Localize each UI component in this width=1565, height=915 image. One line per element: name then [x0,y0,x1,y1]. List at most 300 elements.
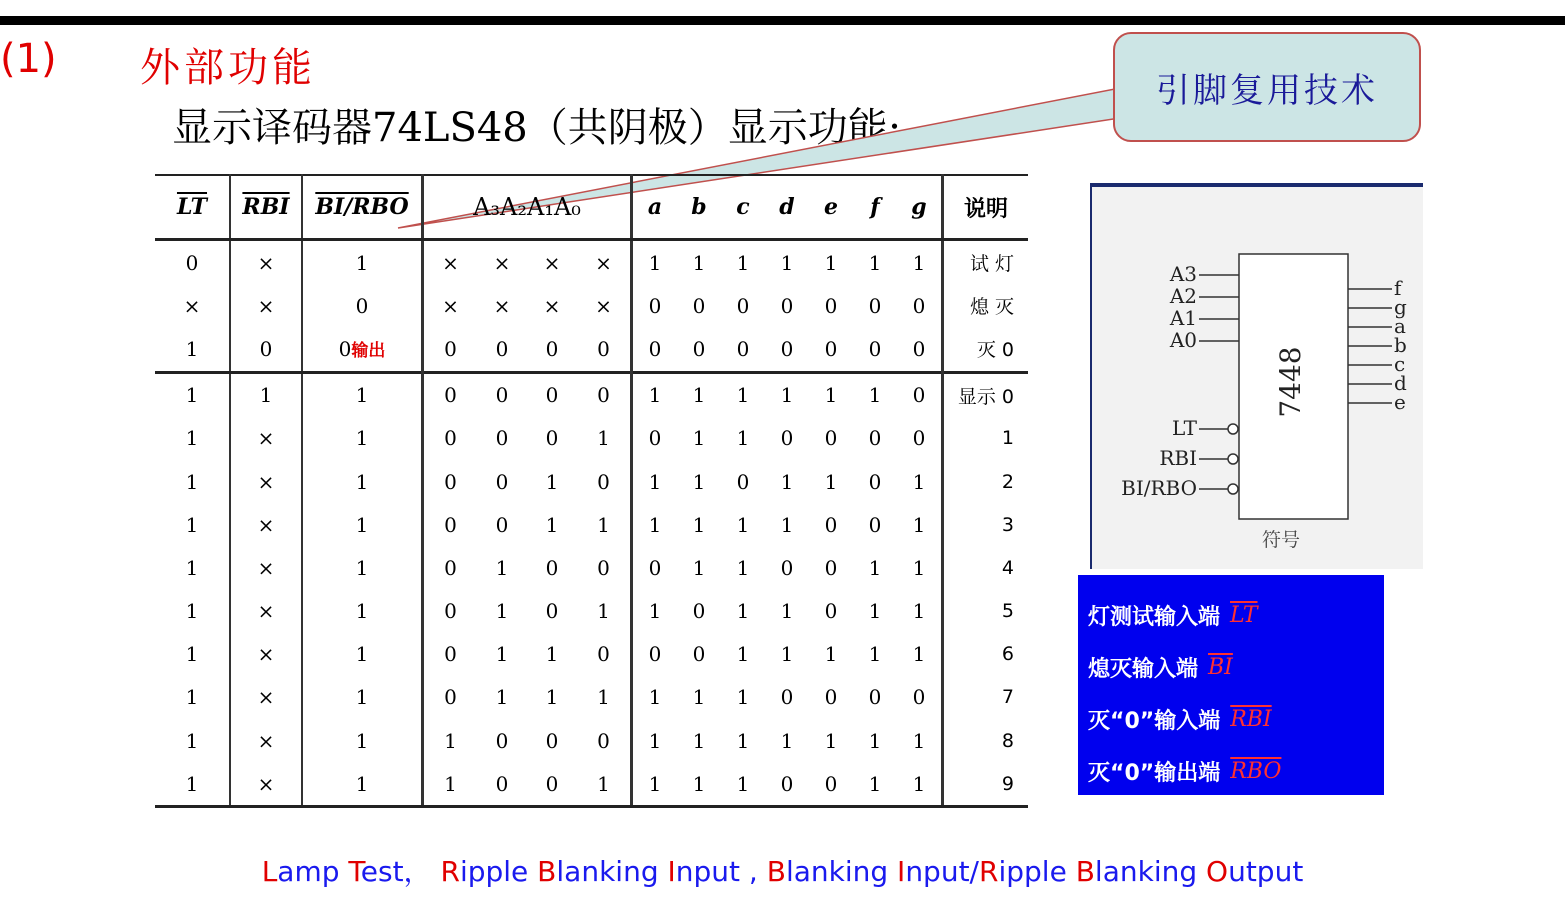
cell-value: 0 [868,293,882,318]
cell-g [897,719,943,762]
cell-bi [302,762,423,807]
cell-value: 0 [545,336,559,361]
table-row [155,719,1028,762]
footer-part: R [440,855,460,888]
cell-value: 0 [780,293,794,318]
cell-value: 显示 0 [957,385,1014,408]
cell-value: 0 [444,383,457,408]
cell-value: 1 [185,642,199,667]
cell-value: 1 [597,771,610,796]
cell-value: 1 [444,771,457,796]
cell-d [765,417,809,460]
cell-value: 1 [692,512,706,537]
cell-desc [943,417,1029,460]
cell-value: 0 [868,336,882,361]
symbol-caption: 符号 [1262,529,1301,551]
footer-acronyms [0,850,1565,890]
cell-value: 1 [185,336,199,361]
cell-value: 0 [338,337,352,362]
footer-part: est， [360,855,441,888]
footer-part: ipple [459,855,538,888]
cell-g [897,676,943,719]
footer-part: ipple [998,855,1076,888]
cell-value: 1 [868,555,882,580]
legend-item [1088,693,1374,745]
cell-a3 [423,633,477,676]
cell-value: × [442,250,459,275]
cell-desc [943,327,1029,372]
cell-e [809,284,853,327]
header-d: d [765,175,809,240]
cell-g [897,503,943,546]
cell-c [721,762,765,807]
cell-g [897,327,943,372]
cell-a [632,240,678,285]
signal-legend [1078,575,1384,795]
cell-bi [302,417,423,460]
cell-value: 0 [780,771,794,796]
cell-value: 1 [597,685,610,710]
cell-f [853,590,897,633]
cell-lt [155,633,230,676]
cell-a3 [423,590,477,633]
cell-value: 1 [355,685,369,710]
footer-part: nput/ [905,855,979,888]
cell-value: × [493,250,511,275]
cell-value: × [257,250,275,275]
cell-value: 1 [355,250,369,275]
cell-value: 1 [780,250,794,275]
cell-d [765,762,809,807]
table-row [155,590,1028,633]
cell-value: 0 [597,469,610,494]
cell-a0 [577,284,632,327]
cell-b [677,633,721,676]
cell-a0 [577,590,632,633]
cell-a2 [477,546,527,589]
cell-a1 [527,633,577,676]
cell-desc [943,460,1029,503]
cell-g [897,762,943,807]
cell-desc [943,590,1029,633]
cell-value: 0 [824,293,838,318]
table-row [155,633,1028,676]
cell-a [632,284,678,327]
cell-a2 [477,372,527,417]
cell-value: 1 [648,771,662,796]
footer-part: T [348,855,361,888]
cell-bi [302,460,423,503]
cell-value: 1 [692,250,706,275]
cell-lt [155,762,230,807]
header-address: A₃A₂A₁A₀ [423,175,632,240]
cell-lt [155,546,230,589]
cell-value: 1 [824,469,838,494]
cell-a1 [527,762,577,807]
cell-value: 1 [495,599,509,624]
cell-b [677,503,721,546]
pin-label: LT [1172,416,1197,440]
footer-part: lanking [1094,855,1207,888]
header-f: f [853,175,897,240]
cell-value: 1 [736,685,750,710]
cell-rbi [230,417,302,460]
cell-a [632,719,678,762]
cell-a [632,590,678,633]
cell-bi [302,240,423,285]
cell-a0 [577,546,632,589]
cell-a [632,762,678,807]
cell-value: 0 [648,426,662,451]
cell-value: 0 [912,336,926,361]
cell-value: 1 [912,250,926,275]
cell-value: 1 [185,555,199,580]
cell-value: 0 [545,555,559,580]
cell-value: 0 [185,250,199,275]
cell-value: 0 [780,336,794,361]
cell-a2 [477,240,527,285]
cell-value: 0 [912,685,926,710]
table-row [155,503,1028,546]
cell-value: 1 [912,642,926,667]
cell-value: 0 [597,728,610,753]
cell-value: 0 [780,555,794,580]
cell-desc [943,676,1029,719]
legend-label: 灯测试输入端 [1088,604,1221,630]
cell-a0 [577,417,632,460]
cell-value: 0 [444,599,457,624]
cell-bi [302,590,423,633]
cell-desc [943,546,1029,589]
cell-value: × [257,512,275,537]
header-description: 说明 [943,175,1029,240]
cell-a3 [423,327,477,372]
pin-label: BI/RBO [1121,476,1197,500]
cell-f [853,417,897,460]
cell-a [632,372,678,417]
cell-value: 0 [545,599,559,624]
cell-value: 0 [444,685,457,710]
cell-a2 [477,327,527,372]
cell-bi [302,719,423,762]
inversion-bubble [1228,454,1238,464]
cell-value: 1 [648,685,662,710]
cell-value: 1 [692,728,706,753]
table-row [155,372,1028,417]
cell-value: 1 [185,771,199,796]
cell-a3 [423,676,477,719]
cell-value: 0 [259,336,273,361]
cell-value: 0 [648,336,662,361]
footer-part: B [537,855,557,888]
cell-value: 1 [868,599,882,624]
cell-a1 [527,372,577,417]
cell-b [677,762,721,807]
cell-value: 0 [736,293,750,318]
cell-value: 0 [597,555,610,580]
cell-e [809,676,853,719]
cell-value: 1 [780,642,794,667]
pin-label: RBI [1159,446,1197,470]
cell-b [677,719,721,762]
cell-value: 4 [1001,556,1014,579]
output-note: 输出 [351,341,386,362]
pin-label: b [1394,333,1407,357]
cell-d [765,284,809,327]
cell-value: 0 [545,728,559,753]
cell-lt [155,460,230,503]
cell-a1 [527,417,577,460]
pin-label: d [1394,371,1407,395]
cell-desc [943,284,1029,327]
cell-b [677,417,721,460]
cell-value: × [257,728,275,753]
cell-a1 [527,284,577,327]
cell-value: × [543,250,561,275]
cell-a3 [423,240,477,285]
cell-value: 1 [692,685,706,710]
cell-value: 1 [355,426,369,451]
footer-part: lanking [785,855,898,888]
cell-value: 0 [545,771,559,796]
legend-label: 熄灭输入端 [1088,656,1199,682]
cell-value: 1 [912,512,926,537]
cell-bi [302,372,423,417]
cell-f [853,284,897,327]
cell-value: 1 [692,469,706,494]
cell-e [809,546,853,589]
cell-c [721,503,765,546]
table-row [155,546,1028,589]
pin-label: c [1394,352,1406,376]
cell-value: 1 [545,469,559,494]
cell-value: 1 [495,555,509,580]
cell-c [721,633,765,676]
header-bi-rbo: BI/RBO [302,175,423,240]
cell-a3 [423,417,477,460]
cell-c [721,460,765,503]
cell-lt [155,719,230,762]
cell-b [677,546,721,589]
cell-a3 [423,546,477,589]
cell-value: 1 [780,512,794,537]
cell-value: 1 [185,426,199,451]
cell-value: 0 [824,685,838,710]
footer-part: O [1206,855,1229,888]
cell-c [721,546,765,589]
cell-value: 1 [692,426,706,451]
cell-value: 熄 灭 [969,296,1014,319]
cell-value: 0 [648,555,662,580]
cell-value: 0 [780,426,794,451]
cell-value: 1 [355,383,369,408]
cell-value: × [183,293,201,318]
cell-d [765,503,809,546]
table-row [155,284,1028,327]
cell-value: 0 [824,336,838,361]
cell-d [765,719,809,762]
cell-c [721,719,765,762]
footer-part: I [897,855,906,888]
cell-a [632,633,678,676]
cell-lt [155,372,230,417]
cell-f [853,546,897,589]
cell-value: × [257,293,275,318]
cell-value: 1 [185,599,199,624]
cell-value: 1 [648,250,662,275]
cell-value: 0 [912,383,926,408]
cell-value: 0 [868,426,882,451]
pin-label: A2 [1169,284,1197,308]
cell-value: 1 [824,383,838,408]
cell-d [765,327,809,372]
cell-c [721,676,765,719]
cell-value: 1 [868,771,882,796]
cell-d [765,546,809,589]
cell-b [677,372,721,417]
cell-desc [943,372,1029,417]
cell-d [765,460,809,503]
cell-value: 1 [545,512,559,537]
cell-a0 [577,327,632,372]
cell-a3 [423,372,477,417]
cell-value: 1 [597,599,610,624]
cell-value: 5 [1001,600,1014,623]
cell-value: × [257,599,275,624]
header-lt: $\overline{LT}$ [155,175,230,240]
cell-d [765,633,809,676]
section-number: (1) [0,36,57,82]
cell-c [721,327,765,372]
cell-value: 0 [444,642,457,667]
table-row [155,240,1028,285]
cell-b [677,240,721,285]
cell-a3 [423,762,477,807]
cell-bi [302,546,423,589]
cell-a0 [577,676,632,719]
cell-e [809,372,853,417]
footer-part: utput [1228,855,1304,888]
cell-e [809,633,853,676]
cell-value: 1 [692,555,706,580]
header-e: e [809,175,853,240]
cell-rbi [230,719,302,762]
cell-value: 0 [597,336,610,361]
cell-rbi [230,503,302,546]
cell-value: 0 [868,469,882,494]
cell-g [897,372,943,417]
cell-value: 0 [545,383,559,408]
footer-part: R [979,855,999,888]
cell-bi [302,633,423,676]
cell-c [721,240,765,285]
cell-rbi [230,460,302,503]
cell-value: 1 [736,599,750,624]
cell-f [853,676,897,719]
pin-label: f [1394,276,1402,300]
cell-a [632,327,678,372]
legend-item [1088,745,1374,797]
cell-value: 0 [736,469,750,494]
cell-value: 1 [545,685,559,710]
cell-value: 0 [495,383,509,408]
cell-value: 0 [597,383,610,408]
cell-value: 1 [185,728,199,753]
cell-value: 0 [597,642,610,667]
cell-value: 0 [780,685,794,710]
legend-label: 灭“0”输出端 [1088,760,1221,786]
cell-value: 1 [692,771,706,796]
cell-value: 1 [736,250,750,275]
footer-part: lanking [556,855,668,888]
cell-value: 1 [185,685,199,710]
cell-value: 1 [736,383,750,408]
cell-a2 [477,284,527,327]
cell-value: × [257,555,275,580]
cell-e [809,460,853,503]
cell-value: 1 [495,642,509,667]
cell-a0 [577,719,632,762]
cell-rbi [230,327,302,372]
cell-desc [943,633,1029,676]
cell-a3 [423,503,477,546]
cell-d [765,676,809,719]
cell-a [632,546,678,589]
cell-value: × [442,293,459,318]
cell-f [853,327,897,372]
cell-f [853,372,897,417]
cell-rbi [230,633,302,676]
cell-d [765,590,809,633]
cell-c [721,284,765,327]
cell-a2 [477,762,527,807]
footer-part: I [667,855,676,888]
cell-value: 0 [912,293,926,318]
cell-g [897,633,943,676]
cell-a1 [527,676,577,719]
footer-part: B [1075,855,1095,888]
cell-value: 1 [912,599,926,624]
cell-value: 1 [648,728,662,753]
cell-d [765,372,809,417]
table-header-row [155,175,1028,240]
cell-value: 0 [355,293,369,318]
footer-part: B [766,855,786,888]
cell-value: 1 [824,250,838,275]
cell-bi [302,284,423,327]
cell-a1 [527,719,577,762]
cell-value: × [257,771,275,796]
cell-bi [302,327,423,372]
cell-value: 1 [780,599,794,624]
cell-value: × [543,293,561,318]
cell-value: 1 [780,383,794,408]
cell-a3 [423,719,477,762]
cell-value: 0 [495,426,509,451]
pin-label: a [1394,314,1406,338]
cell-a [632,676,678,719]
cell-value: 0 [648,293,662,318]
table-row [155,417,1028,460]
cell-value: 1 [185,383,199,408]
cell-value: 0 [444,469,457,494]
pin-label: g [1394,295,1407,319]
cell-value: 1 [736,771,750,796]
cell-value: 1 [1001,427,1014,450]
cell-value: 0 [444,336,457,361]
cell-value: 0 [545,426,559,451]
cell-g [897,546,943,589]
